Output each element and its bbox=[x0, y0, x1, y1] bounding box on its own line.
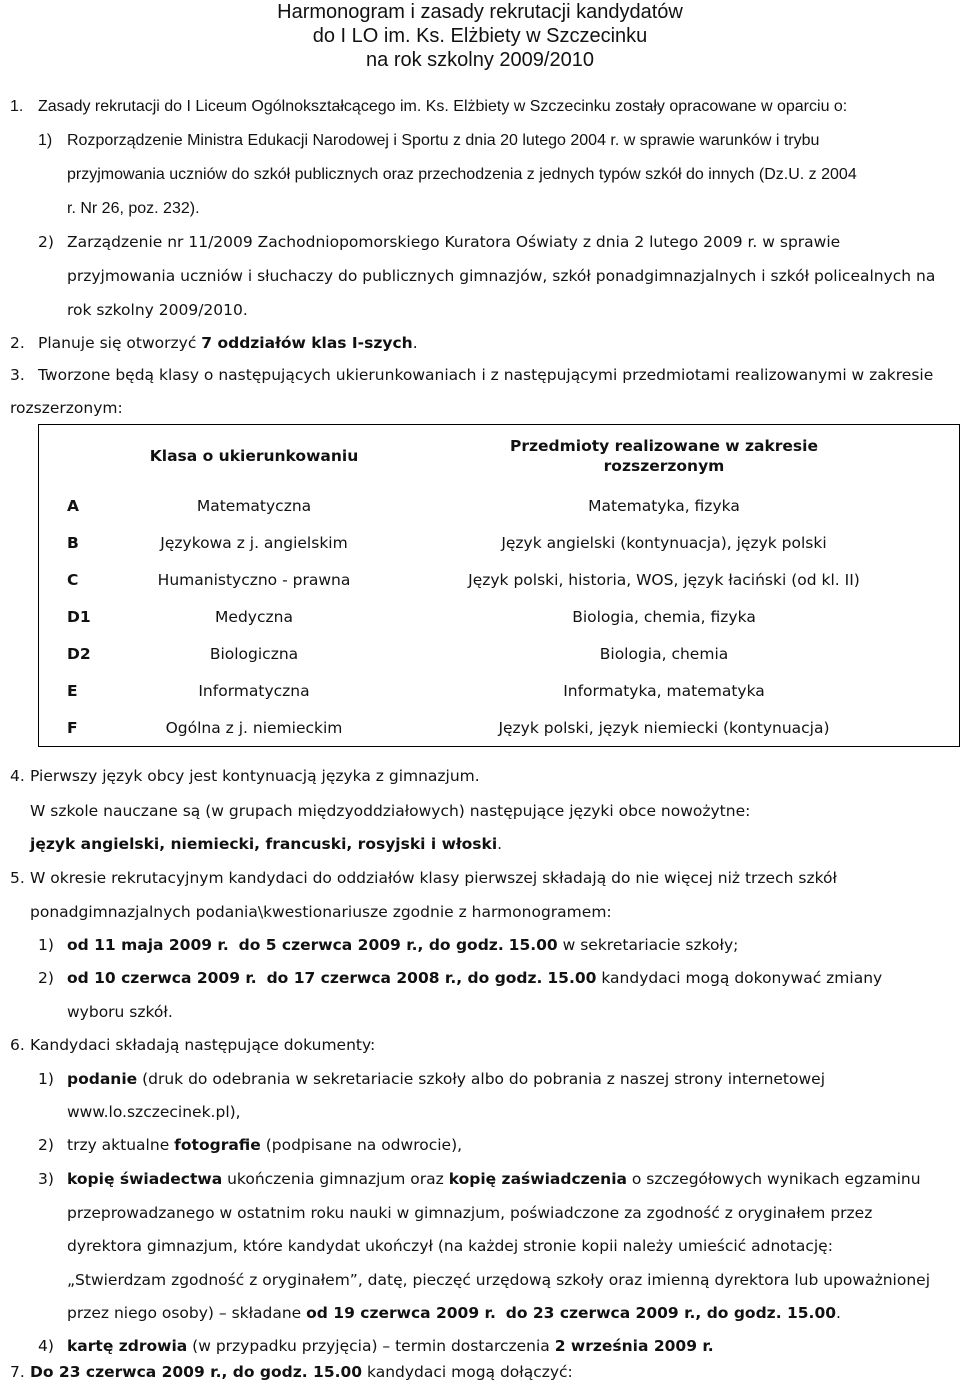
s6-item3-line5-end: . bbox=[836, 1304, 841, 1322]
s6-item3-text1: ukończenia gimnazjum oraz bbox=[222, 1170, 449, 1188]
title-line-2: do I LO im. Ks. Elżbiety w Szczecinku bbox=[312, 25, 648, 47]
s4-line2: W szkole nauczane są (w grupach międzyoddziałowych) następujące języki obce nowożytne: bbox=[30, 802, 751, 820]
table-cell-subjects: Biologia, chemia, fizyka bbox=[572, 607, 756, 626]
s1-item1-number: 1) bbox=[38, 132, 53, 149]
s1-number: 1. bbox=[10, 98, 24, 115]
s3-line1: Tworzone będą klasy o następujących ukierunkowaniach i z następującymi przedmiotami realizowanymi w zakresie bbox=[38, 366, 934, 384]
s5-item1-place: w sekretariacie szkoły; bbox=[557, 936, 739, 954]
table-row bbox=[39, 524, 960, 561]
table-cell-code: A bbox=[67, 496, 79, 515]
s5-item1-number: 1) bbox=[38, 936, 54, 954]
s6-item1-number: 1) bbox=[38, 1070, 54, 1088]
s4-line3-end: . bbox=[497, 835, 503, 853]
s6-item3-bold1: kopię świadectwa bbox=[67, 1170, 223, 1188]
s6-item2-text2: (podpisane na odwrocie), bbox=[260, 1136, 463, 1154]
s6-item4-bold: kartę zdrowia bbox=[67, 1337, 188, 1355]
table-cell-subjects: Język polski, historia, WOS, język łaciński (od kl. II) bbox=[468, 570, 860, 589]
s6-item4 bbox=[67, 1335, 714, 1357]
title-line-1: Harmonogram i zasady rekrutacji kandydatów bbox=[277, 1, 683, 23]
s5-line1: W okresie rekrutacyjnym kandydaci do oddziałów klasy pierwszej składają do nie więcej niż trzech szkół bbox=[30, 869, 837, 887]
table-row bbox=[39, 709, 960, 747]
s5-item1-from: od 11 maja 2009 r. bbox=[67, 936, 229, 954]
table-header-subjects bbox=[369, 425, 960, 488]
s6-item3-line5 bbox=[67, 1302, 841, 1324]
s6-item4-date: 2 września 2009 r. bbox=[554, 1337, 714, 1355]
s6-item3-line5-from: od 19 czerwca 2009 r. bbox=[306, 1304, 496, 1322]
s1-intro: Zasady rekrutacji do I Liceum Ogólnokształcącego im. Ks. Elżbiety w Szczecinku zostały opracowane w oparciu o: bbox=[38, 98, 848, 115]
s6-item3-bold2: kopię zaświadczenia bbox=[448, 1170, 627, 1188]
table-row bbox=[39, 598, 960, 635]
table-header-type: Klasa o ukierunkowaniu bbox=[149, 447, 359, 465]
s5-item1-to: do 5 czerwca 2009 r. bbox=[238, 936, 418, 954]
s7-plain: kandydaci mogą dołączyć: bbox=[362, 1363, 573, 1381]
table-cell-subjects: Język angielski (kontynuacja), język polski bbox=[501, 533, 827, 552]
s6-item3-line5-text: przez niego osoby) – składane bbox=[67, 1304, 307, 1322]
s1-item1-line1: Rozporządzenie Ministra Edukacji Narodowej i Sportu z dnia 20 lutego 2004 r. w sprawie warunków i trybu bbox=[67, 132, 820, 149]
table-row bbox=[39, 635, 960, 672]
s2-text bbox=[38, 332, 418, 354]
s6-item2-number: 2) bbox=[38, 1136, 54, 1154]
s5-item2-line2: wyboru szkół. bbox=[67, 1003, 173, 1021]
s6-item1-text: (druk do odebrania w sekretariacie szkoły albo do pobrania z naszej strony internetowej bbox=[137, 1070, 826, 1088]
s6-item3-text2: o szczegółowych wynikach egzaminu bbox=[626, 1170, 921, 1188]
table-cell-code: F bbox=[67, 718, 78, 737]
s6-intro: Kandydaci składają następujące dokumenty: bbox=[30, 1036, 376, 1054]
document-title bbox=[0, 0, 960, 72]
s5-item2-from: od 10 czerwca 2009 r. bbox=[67, 969, 257, 987]
table-cell-code: E bbox=[67, 681, 78, 700]
s3-line2: rozszerzonym: bbox=[10, 399, 123, 417]
table-cell-type: Ogólna z j. niemieckim bbox=[165, 718, 343, 737]
s2-text-end: . bbox=[412, 334, 418, 352]
s6-item1-website: www.lo.szczecinek.pl), bbox=[67, 1103, 241, 1121]
table-header-code bbox=[39, 425, 140, 488]
s5-item2-hour: 15.00 bbox=[547, 969, 597, 987]
table-cell-type: Medyczna bbox=[215, 607, 293, 626]
s6-item3-line4: „Stwierdzam zgodność z oryginałem”, datę, pieczęć urzędową szkoły oraz imienną dyrektora lub upoważnionej bbox=[67, 1271, 931, 1289]
table-cell-subjects: Język polski, język niemiecki (kontynuacja) bbox=[498, 718, 830, 737]
s6-item1-bold: podanie bbox=[67, 1070, 138, 1088]
s6-item4-number: 4) bbox=[38, 1337, 54, 1355]
classes-table bbox=[38, 424, 960, 747]
s5-line2: ponadgimnazjalnych podania\kwestionariusze zgodnie z harmonogramem: bbox=[30, 903, 612, 921]
s1-item2-number: 2) bbox=[38, 233, 54, 251]
s6-item2 bbox=[67, 1134, 462, 1156]
s6-item2-text1: trzy aktualne bbox=[67, 1136, 175, 1154]
table-header-row bbox=[39, 425, 960, 488]
s6-item3-line2: przeprowadzanego w ostatnim roku nauki w gimnazjum, poświadczone za zgodność z oryginałem przez bbox=[67, 1204, 873, 1222]
table-cell-subjects: Matematyka, fizyka bbox=[588, 496, 740, 515]
table-header-subjects-text: Przedmioty realizowane w zakresie rozszerzonym bbox=[509, 437, 818, 475]
table-cell-type: Informatyczna bbox=[198, 681, 310, 700]
s6-item3-number: 3) bbox=[38, 1170, 54, 1188]
table-cell-type: Matematyczna bbox=[196, 496, 312, 515]
table-cell-code: D1 bbox=[67, 607, 91, 626]
s5-item2-to: do 17 czerwca 2008 r. bbox=[266, 969, 457, 987]
s3-number: 3. bbox=[10, 366, 25, 384]
table-cell-subjects: Biologia, chemia bbox=[599, 644, 729, 663]
s6-item3-line3: dyrektora gimnazjum, które kandydat ukończył (na każdej stronie kopii należy umieścić adnotację: bbox=[67, 1237, 833, 1255]
table-cell-code: C bbox=[67, 570, 79, 589]
table-cell-type: Językowa z j. angielskim bbox=[160, 533, 348, 552]
s5-item2-text: kandydaci mogą dokonywać zmiany bbox=[596, 969, 883, 987]
table-cell-code: B bbox=[67, 533, 79, 552]
s1-item2-line2: przyjmowania uczniów i słuchaczy do publicznych gimnazjów, szkół ponadgimnazjalnych i szkół policealnych na bbox=[67, 267, 936, 285]
s5-item2 bbox=[67, 967, 882, 989]
s6-number: 6. bbox=[10, 1036, 25, 1054]
s7-text bbox=[30, 1361, 573, 1383]
table-cell-subjects: Informatyka, matematyka bbox=[563, 681, 765, 700]
s6-item4-text: (w przypadku przyjęcia) – termin dostarczenia bbox=[187, 1337, 555, 1355]
s4-line3 bbox=[30, 833, 502, 855]
table-row bbox=[39, 487, 960, 524]
s4-languages: język angielski, niemiecki, francuski, rosyjski i włoski bbox=[30, 835, 498, 853]
s6-item3-line5-to: do 23 czerwca 2009 r., do godz. 15.00 bbox=[505, 1304, 837, 1322]
s1-item1-line3: r. Nr 26, poz. 232). bbox=[67, 200, 200, 217]
s6-item2-bold: fotografie bbox=[174, 1136, 261, 1154]
s5-number: 5. bbox=[10, 869, 25, 887]
s7-bold: Do 23 czerwca 2009 r., do godz. 15.00 bbox=[30, 1363, 363, 1381]
s2-text-plain: Planuje się otworzyć bbox=[38, 334, 202, 352]
s5-item1-hour-label: , do godz. bbox=[417, 936, 504, 954]
s5-item2-number: 2) bbox=[38, 969, 54, 987]
s6-item1 bbox=[67, 1068, 825, 1090]
s1-item1-line2: przyjmowania uczniów do szkół publicznych oraz przechodzenia z jednych typów szkół do innych (Dz.U. z 2004 bbox=[67, 166, 857, 183]
s5-item2-hour-label: , do godz. bbox=[456, 969, 543, 987]
s4-number: 4. bbox=[10, 767, 25, 785]
table-row bbox=[39, 561, 960, 598]
s5-item1-hour: 15.00 bbox=[508, 936, 558, 954]
s1-item2-line3: rok szkolny 2009/2010. bbox=[67, 301, 248, 319]
s1-item2-line1 bbox=[67, 231, 840, 253]
s6-item3 bbox=[67, 1168, 921, 1190]
s5-item1 bbox=[67, 934, 738, 956]
table-cell-type: Biologiczna bbox=[209, 644, 299, 663]
s2-number: 2. bbox=[10, 334, 25, 352]
table-cell-code: D2 bbox=[67, 644, 91, 663]
table-cell-type: Humanistyczno - prawna bbox=[157, 570, 351, 589]
table-row bbox=[39, 672, 960, 709]
s4-line1: Pierwszy język obcy jest kontynuacją języka z gimnazjum. bbox=[30, 767, 480, 785]
s7-number: 7. bbox=[10, 1363, 25, 1381]
title-line-3: na rok szkolny 2009/2010 bbox=[366, 49, 594, 71]
s2-text-bold: 7 oddziałów klas I-szych bbox=[201, 334, 413, 352]
s1-item2-line1-text: Zarządzenie nr 11/2009 Zachodniopomorskiego Kuratora Oświaty z dnia 2 lutego 2009 r. w sprawie bbox=[67, 233, 841, 251]
